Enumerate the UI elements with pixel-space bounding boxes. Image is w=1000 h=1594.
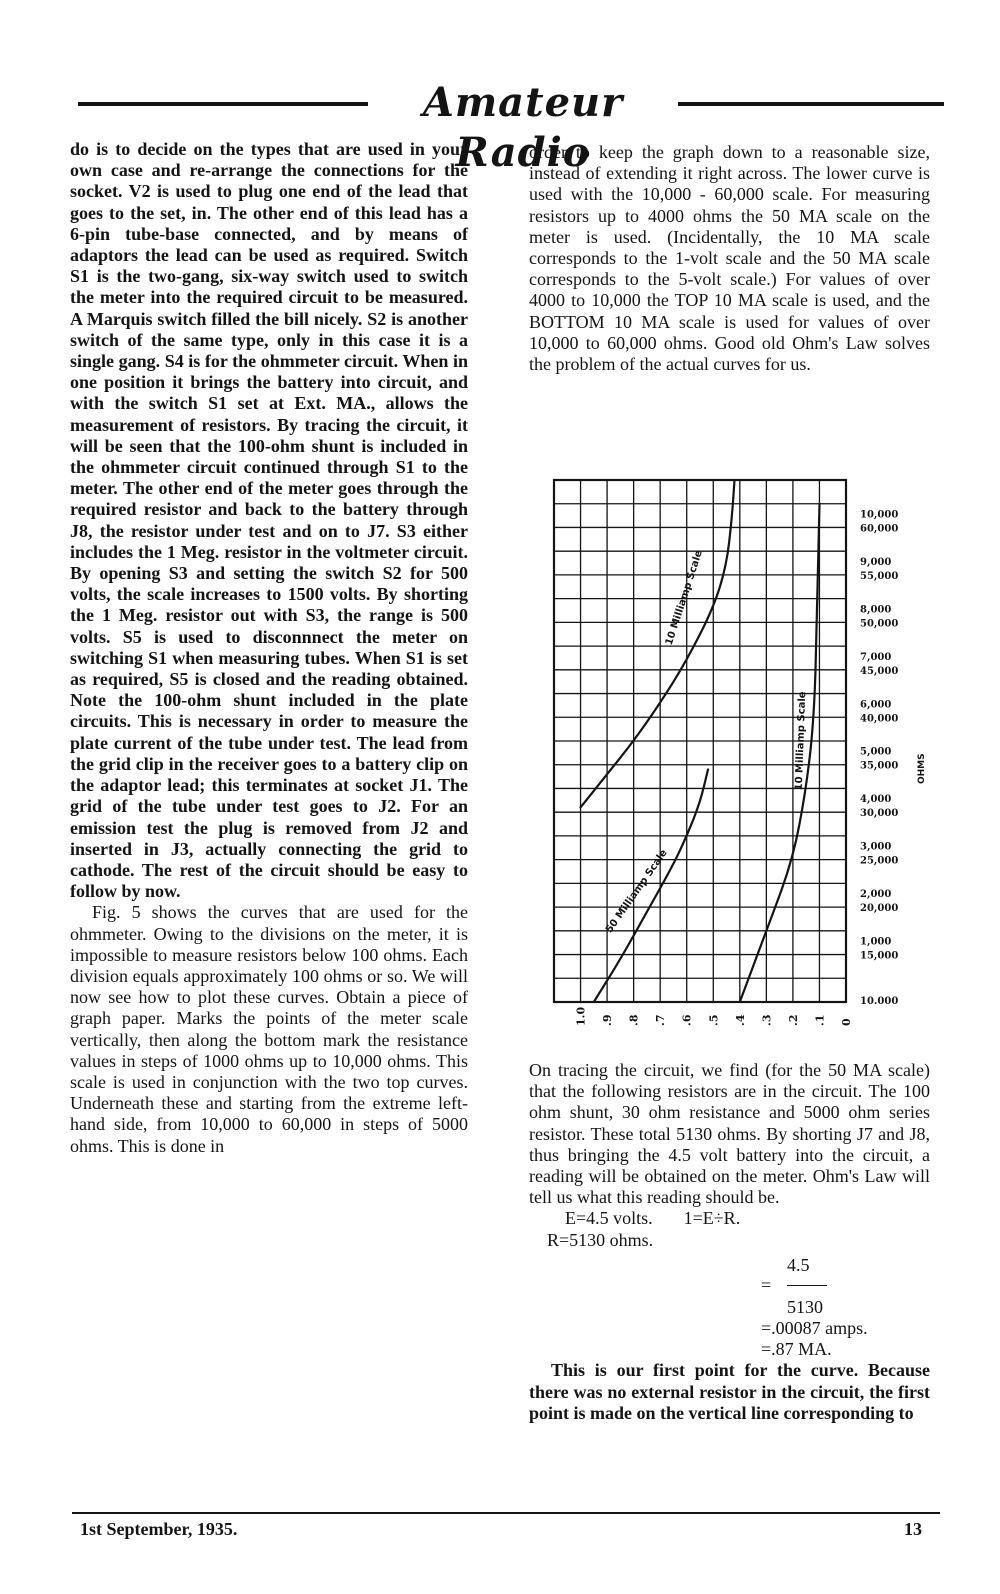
y-tick-label: 45,000 <box>860 665 899 677</box>
right-paragraph-1: order to keep the graph down to a reasonable size, instead of extending it right across. The lower curve is used with the 10,000 - 60,000 scale. For measuring resistors up to 4000 ohms the 50 MA scale on the meter is used. (Incidentally, the 10 MA scale corresponds to the 1-volt scale and the 50 MA scale corresponds to the 5-volt scale.) For values of over 4000 to 10,000 the TOP 10 MA scale is used, and the BOTTOM 10 MA scale is used for values of over 10,000 to 60,000 ohms. Good old Ohm's Law solves the problem of the actual curves for us. <box>529 142 930 375</box>
page-number: 13 <box>904 1519 922 1539</box>
formula-result-amps: =.00087 amps. <box>761 1318 868 1339</box>
right-paragraph-3: This is our first point for the curve. Because there was no external resistor in the circuit, the first point is made on the vertical line corresponding to <box>529 1360 930 1423</box>
ohmmeter-curves-chart <box>550 470 945 1040</box>
y-tick-label: 60,000 <box>860 523 899 535</box>
x-tick-label: .3 <box>760 1014 774 1026</box>
y-tick-label: 30,000 <box>860 808 899 820</box>
y-tick-label: 10,000 <box>860 509 899 521</box>
curve-label: 10 Milliamp Scale <box>793 691 809 791</box>
formula-denominator: 5130 <box>787 1296 823 1317</box>
y-tick-label: 7,000 <box>860 651 892 663</box>
masthead-title: Amateur Radio <box>422 79 624 176</box>
x-tick-label: .8 <box>627 1014 641 1026</box>
masthead-rule-right <box>678 102 944 106</box>
left-paragraph-1: do is to decide on the types that are used in your own case and re-arrange the connections for the socket. V2 is used to plug one end of the lead that goes to the set, in. The other end of this lead has a 6-pin tube-base connected, and by means of adaptors the lead can be used as required. Switch S1 is the two-gang, six-way switch used to switch the meter into the required circuit to be measured. A Marquis switch filled the bill nicely. S2 is another switch of the same type, only in this case it is a single gang. S4 is for the ohmmeter circuit. When in one position it brings the battery into circuit, and with the switch S1 set at Ext. MA., allows the measurement of resistors. By tracing the circuit, it will be seen that the 100-ohm shunt is included in the ohmmeter circuit continued through S1 to the meter. The other end of the meter goes through the required resistor and back to the battery through J8, the resistor under test and on to J7. S3 either includes the 1 Meg. resistor in the voltmeter circuit. By opening S3 and setting the switch S2 for 500 volts, the scale increases to 1500 volts. By shorting the 1 Meg. resistor out with S3, the range is 500 volts. S5 is used to disconnnect the meter on switching S1 when measuring tubes. When S1 is set as required, S5 is closed and the reading obtained. Note the 100-ohm shunt included in the plate circuits. This is necessary in order to measure the plate current of the tube under test. The lead from the grid clip in the receiver goes to a battery clip on the adaptor lead; this terminates at socket J1. The grid of the tube under test goes to J2. For an emission test the plug is removed from J2 and inserted in J3, actually connecting the grid to cathode. The rest of the circuit should be easy to follow by now. <box>70 139 468 902</box>
footer-rule <box>72 1512 940 1514</box>
x-tick-label: .6 <box>680 1014 694 1026</box>
x-tick-label: 1.0 <box>574 1006 588 1026</box>
y-tick-label: 6,000 <box>860 699 892 711</box>
curve-label: 10 Milliamp Scale <box>663 549 705 647</box>
curve-line <box>581 480 735 807</box>
formula-voltage: E=4.5 volts. <box>565 1208 653 1229</box>
x-tick-label: .5 <box>707 1014 721 1026</box>
curve-line <box>594 770 708 1003</box>
y-tick-label: 4,000 <box>860 794 892 806</box>
y-tick-label: 55,000 <box>860 570 899 582</box>
left-column <box>70 139 468 1157</box>
x-tick-label: .9 <box>601 1014 615 1026</box>
curve-line <box>740 504 820 1002</box>
y-tick-label: 8,000 <box>860 604 892 616</box>
formula-result-ma: =.87 MA. <box>761 1339 832 1360</box>
x-tick-label: .2 <box>786 1014 800 1026</box>
y-tick-label: 40,000 <box>860 713 899 725</box>
formula-ohms-law: 1=E÷R. <box>683 1208 741 1229</box>
y-tick-label: 3,000 <box>860 841 892 853</box>
formula-numerator: 4.5 <box>787 1254 810 1275</box>
y-tick-label: 20,000 <box>860 903 899 915</box>
x-tick-label: 0 <box>840 1018 853 1026</box>
x-tick-label: .1 <box>813 1014 827 1026</box>
right-column-top <box>529 142 930 375</box>
x-tick-label: .4 <box>733 1014 747 1026</box>
y-tick-label: 35,000 <box>860 760 899 772</box>
y-tick-label: 25,000 <box>860 855 899 867</box>
curve-label: 50 Milliamp Scale <box>604 847 670 936</box>
formula-resistance: R=5130 ohms. <box>547 1229 654 1250</box>
y-tick-label: 9,000 <box>860 556 892 568</box>
y-tick-label: 50,000 <box>860 618 899 630</box>
y-tick-label: 2,000 <box>860 889 892 901</box>
fraction-bar <box>787 1285 827 1287</box>
masthead-rule-left <box>78 102 368 106</box>
y-tick-label: 1,000 <box>860 936 892 948</box>
formula-equals: = <box>761 1274 772 1295</box>
x-tick-label: .7 <box>654 1014 668 1026</box>
left-paragraph-2: Fig. 5 shows the curves that are used for the ohmmeter. Owing to the divisions on the meter, it is impossible to measure resistors below 100 ohms. Each division equals approximately 100 ohms or so. We will now see how to plot these curves. Obtain a piece of graph paper. Marks the points of the meter scale vertically, then along the bottom mark the resistance values in steps of 1000 ohms up to 10,000 ohms. This scale is used in conjunction with the two top curves. Underneath these and starting from the extreme left-hand side, from 10,000 to 60,000 in steps of 5000 ohms. This is done in <box>70 902 468 1156</box>
y-tick-label: 15,000 <box>860 950 899 962</box>
y-tick-label: 10.000 <box>860 996 899 1007</box>
y-axis-label: OHMS <box>917 753 927 785</box>
masthead <box>78 78 944 176</box>
right-column-bottom <box>529 1060 930 1424</box>
footer-date: 1st September, 1935. <box>80 1519 238 1539</box>
ohms-law-formula <box>529 1208 930 1360</box>
y-tick-label: 5,000 <box>860 746 892 758</box>
right-paragraph-2: On tracing the circuit, we find (for the 50 MA scale) that the following resistors are in the circuit. The 100 ohm shunt, 30 ohm resistance and 5000 ohm series resistor. These total 5130 ohms. By shorting J7 and J8, thus bringing the 4.5 volt battery into the circuit, a reading will be obtained on the meter. Ohm's Law will tell us what this reading should be. <box>529 1060 930 1208</box>
